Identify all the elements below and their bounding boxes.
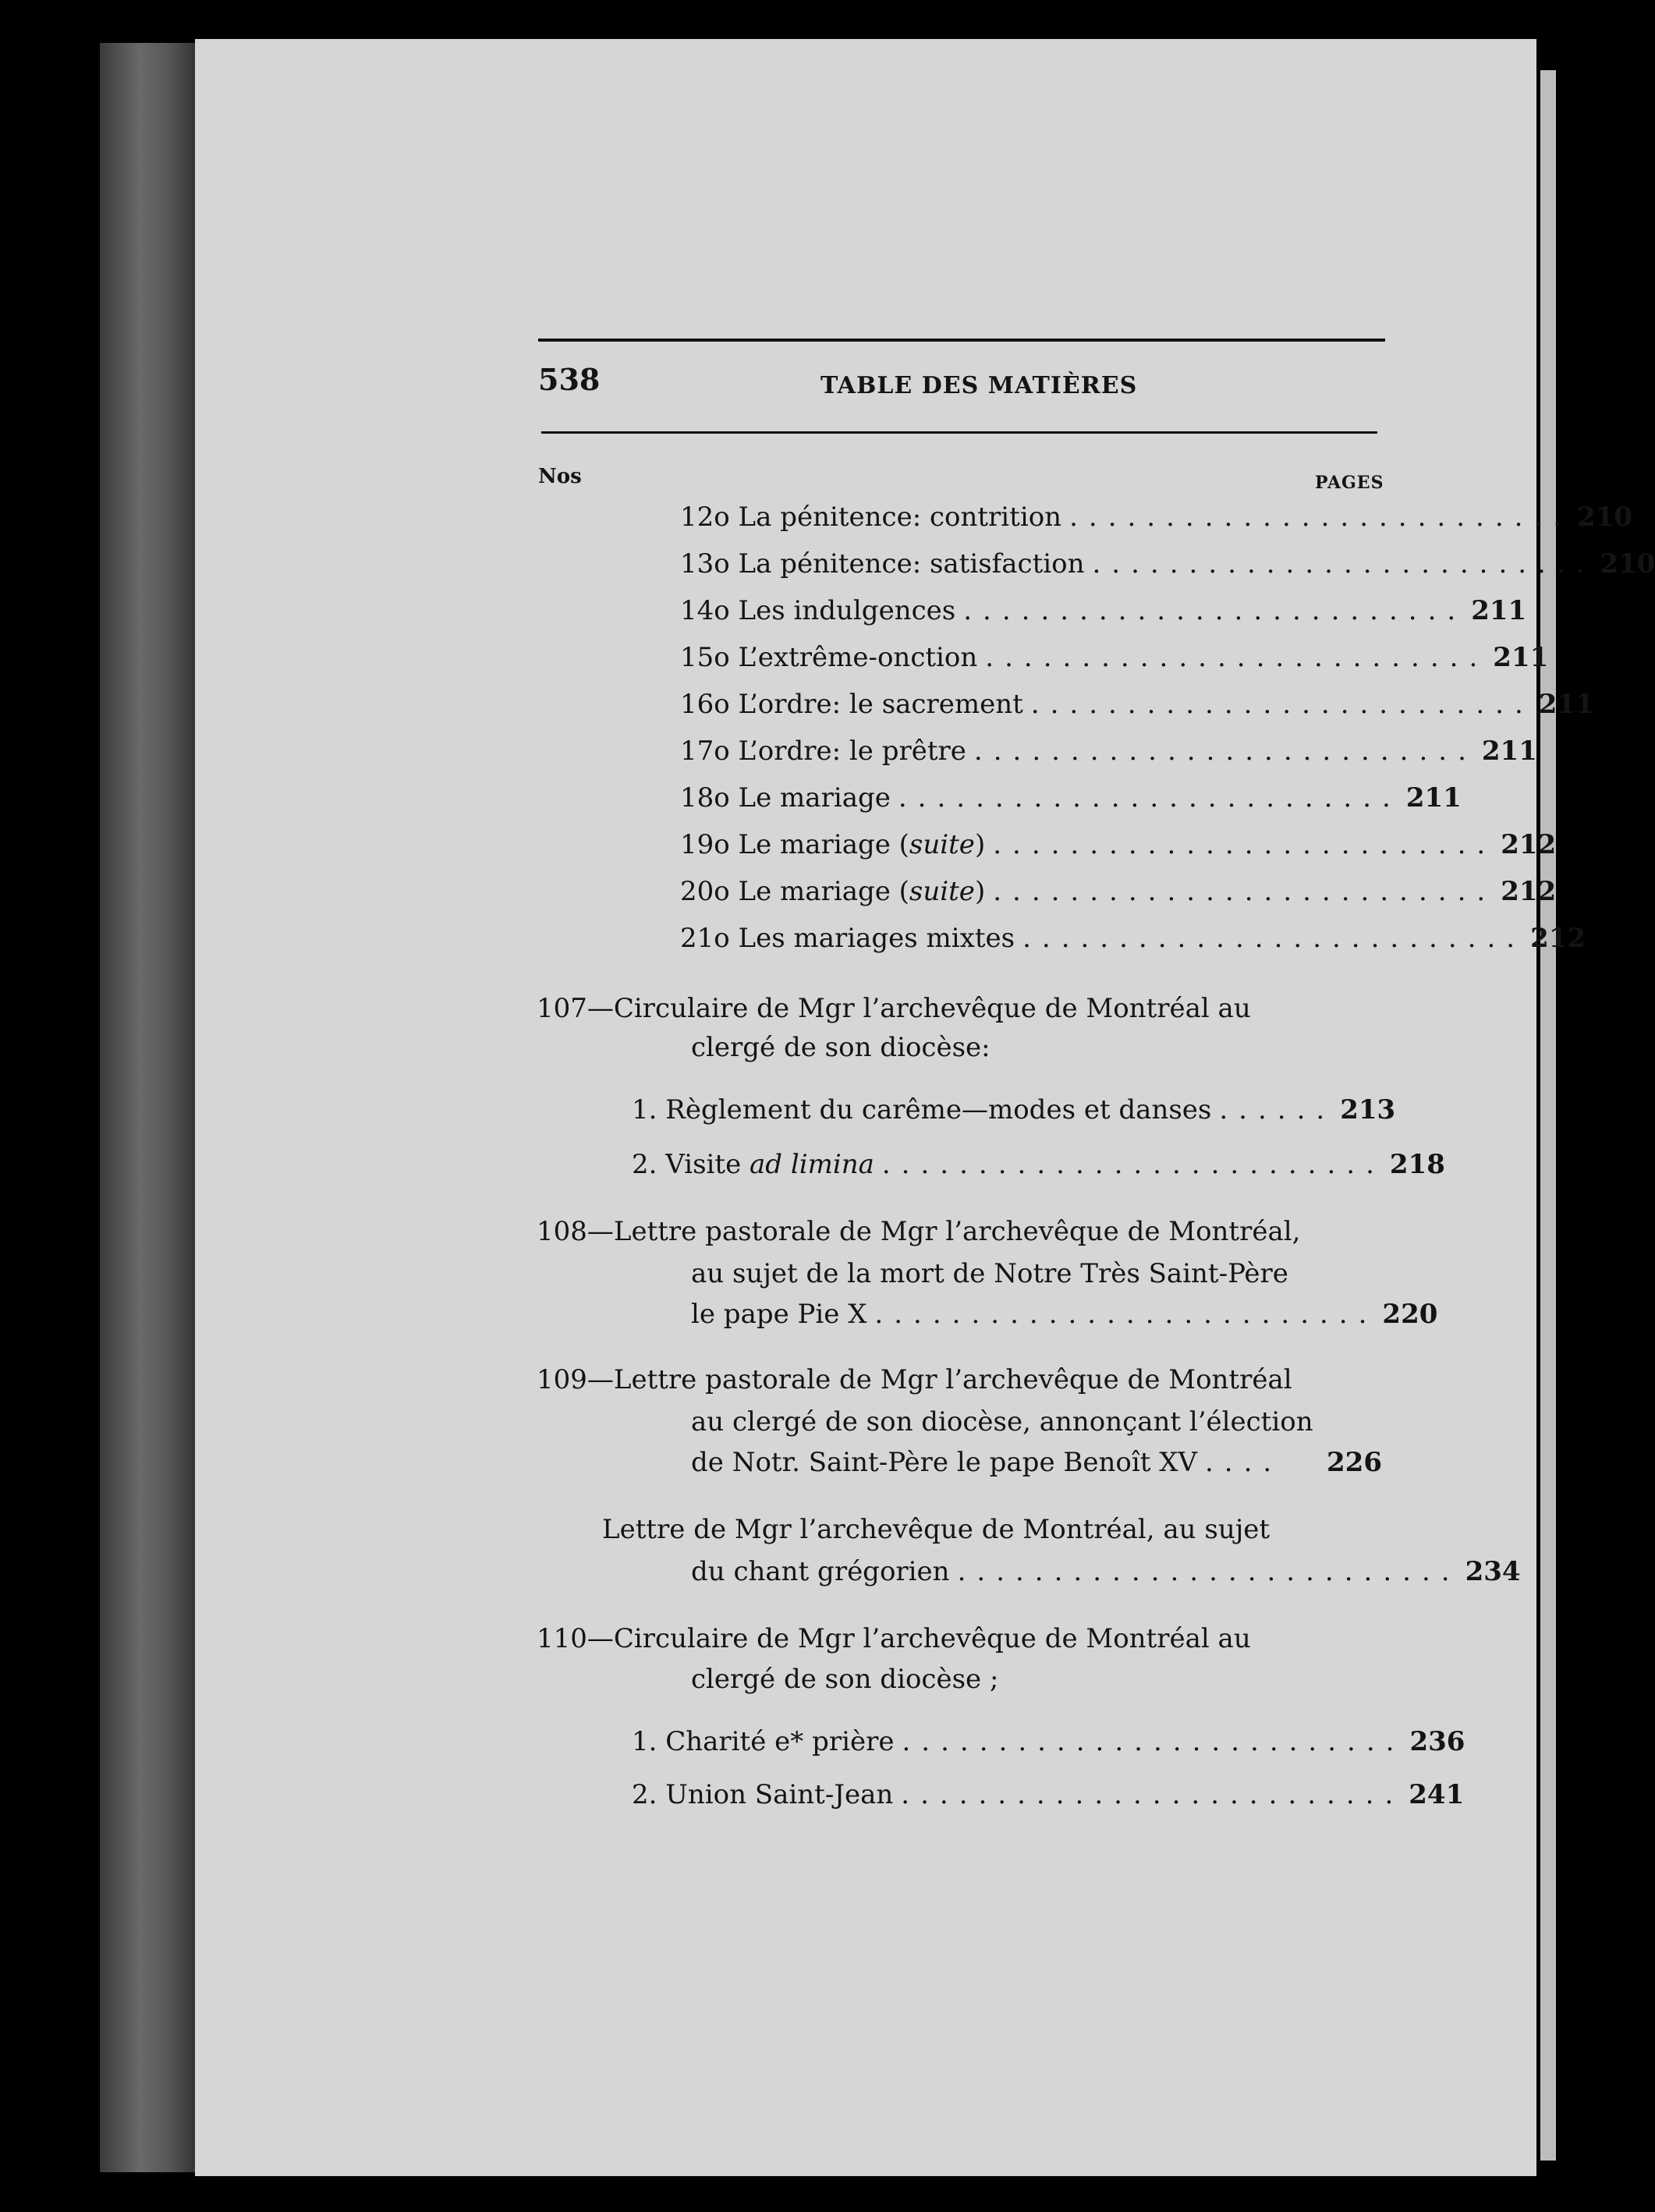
book-spine xyxy=(100,43,201,2172)
section-108-line2: au sujet de la mort de Notre Très Saint-Père xyxy=(691,1258,1288,1289)
toc-entry: 13o La pénitence: satisfaction .......................... 210 xyxy=(680,548,1655,580)
toc-entry: du chant grégorien .......................... 234 xyxy=(691,1556,1521,1587)
toc-entry: 2. Union Saint-Jean .......................... 241 xyxy=(632,1779,1465,1810)
toc-entry: 1. Charité e* prière .......................... 236 xyxy=(632,1726,1465,1757)
col-right-label: PAGES xyxy=(1315,473,1384,493)
toc-entry: 14o Les indulgences .......................... 211 xyxy=(680,595,1527,626)
header-rule xyxy=(541,431,1377,434)
page-title: TABLE DES MATIÈRES xyxy=(820,372,1138,399)
toc-entry: 2. Visite ad limina .......................... 218 xyxy=(632,1149,1445,1180)
section-109-line1: 109—Lettre pastorale de Mgr l’archevêque de Montréal xyxy=(537,1364,1292,1395)
page-edge xyxy=(1540,70,1556,2161)
toc-entry: 12o La pénitence: contrition .......................... 210 xyxy=(680,502,1633,533)
toc-entry: 20o Le mariage (suite) .......................... 212 xyxy=(680,876,1557,907)
toc-entry: de Notr. Saint-Père le pape Benoît XV .... 226 xyxy=(691,1447,1382,1478)
toc-entry: 15o L’extrême-onction .......................... 211 xyxy=(680,642,1549,673)
toc-entry: 18o Le mariage .......................... 211 xyxy=(680,782,1462,814)
toc-entry: 19o Le mariage (suite) .......................... 212 xyxy=(680,829,1557,860)
section-108-line1: 108—Lettre pastorale de Mgr l’archevêque de Montréal, xyxy=(537,1216,1301,1247)
section-110-line2: clergé de son diocèse ; xyxy=(691,1664,999,1695)
page-number: 538 xyxy=(538,362,601,397)
top-rule xyxy=(538,339,1385,342)
toc-entry: 17o L’ordre: le prêtre .......................... 211 xyxy=(680,736,1537,767)
toc-entry: 1. Règlement du carême—modes et danses ...... 213 xyxy=(632,1094,1396,1125)
col-left-label: Nos xyxy=(538,465,582,488)
section-109-line2: au clergé de son diocèse, annonçant l’élection xyxy=(691,1406,1313,1437)
toc-entry: le pape Pie X .......................... 220 xyxy=(691,1299,1438,1330)
toc-entry: 21o Les mariages mixtes .......................... 212 xyxy=(680,923,1586,954)
section-107-line2: clergé de son diocèse: xyxy=(691,1032,991,1063)
section-110-line1: 110—Circulaire de Mgr l’archevêque de Montréal au xyxy=(537,1623,1251,1654)
section-107-line1: 107—Circulaire de Mgr l’archevêque de Montréal au xyxy=(537,993,1251,1024)
toc-entry: 16o L’ordre: le sacrement .......................... 211 xyxy=(680,689,1594,720)
letter-chant-line1: Lettre de Mgr l’archevêque de Montréal, au sujet xyxy=(602,1514,1270,1545)
